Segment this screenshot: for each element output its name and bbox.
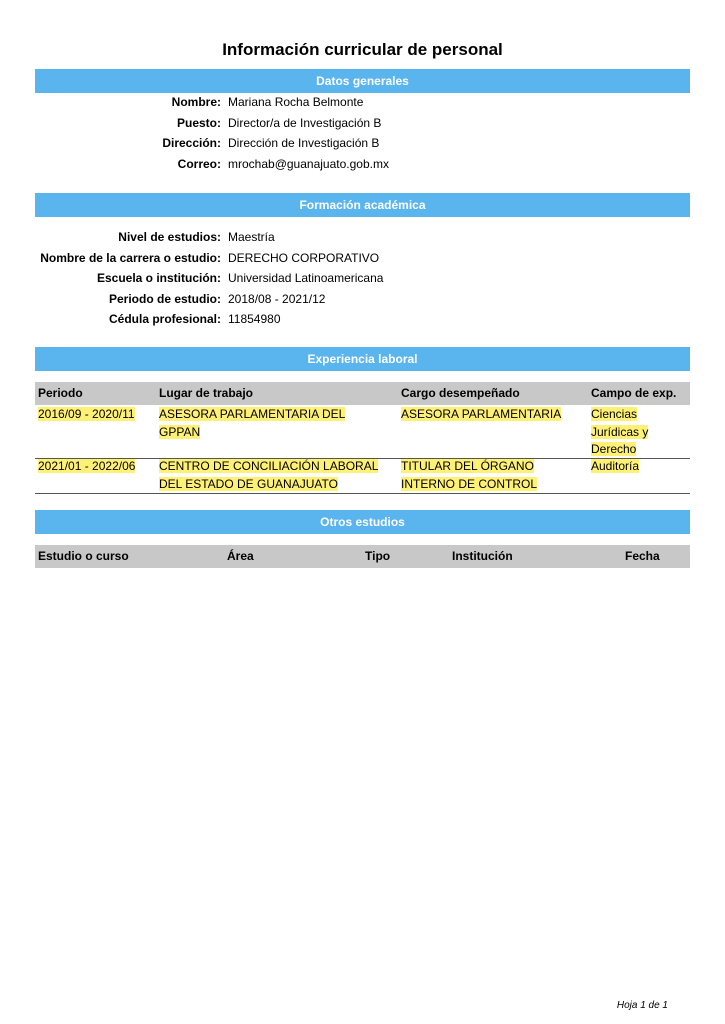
- field-carrera: [0, 248, 725, 269]
- section-general-header: Datos generales: [35, 69, 690, 93]
- field-label: Nivel de estudios:: [118, 230, 221, 244]
- field-label: Nombre:: [171, 95, 221, 109]
- field-nombre: [0, 92, 725, 113]
- field-label: Puesto:: [176, 115, 221, 130]
- field-label: Dirección:: [162, 136, 221, 150]
- cell-lugar: [159, 406, 387, 441]
- experience-table-header: [35, 382, 690, 405]
- column-header: Cargo desempeñado: [401, 386, 520, 400]
- field-puesto: [0, 113, 725, 134]
- cell-cargo: [401, 458, 581, 493]
- field-cedula: [0, 309, 725, 330]
- cell-text: ASESORA PARLAMENTARIA: [401, 407, 562, 421]
- section-experience-header: Experiencia laboral: [35, 347, 690, 371]
- column-header: Institución: [452, 549, 513, 563]
- field-nivel: [0, 227, 725, 248]
- field-value: 11854980: [228, 312, 281, 326]
- row-divider: [35, 493, 690, 494]
- field-value: Director/a de Investigación B: [228, 115, 382, 130]
- column-header: Estudio o curso: [38, 549, 129, 563]
- general-info: [0, 92, 725, 174]
- field-direccion: [0, 133, 725, 154]
- other-table-header: [35, 545, 690, 568]
- column-header: Campo de exp.: [591, 386, 677, 400]
- field-value: Dirección de Investigación B: [228, 136, 380, 150]
- field-escuela: [0, 268, 725, 289]
- field-value: DERECHO CORPORATIVO: [228, 250, 380, 265]
- field-label: Correo:: [177, 156, 221, 171]
- field-value: mrochab@guanajuato.gob.mx: [228, 156, 389, 171]
- cell-lugar: [159, 458, 387, 493]
- cell-periodo: [38, 406, 153, 424]
- cell-text: Ciencias Jurídicas y Derecho: [591, 407, 649, 456]
- field-label: Escuela o institución:: [96, 271, 221, 285]
- field-periodo: [0, 289, 725, 310]
- cell-cargo: [401, 406, 581, 424]
- cell-periodo: [38, 458, 153, 476]
- academic-info: [0, 227, 725, 330]
- cell-text: ASESORA PARLAMENTARIA DEL GPPAN: [159, 407, 346, 439]
- field-value: Mariana Rocha Belmonte: [228, 95, 364, 109]
- section-academic-header: Formación académica: [35, 193, 690, 217]
- field-label: Cédula profesional:: [108, 312, 221, 326]
- cell-text: 2021/01 - 2022/06: [38, 459, 136, 473]
- page-footer: Hoja 1 de 1: [616, 1000, 668, 1011]
- page-title: Información curricular de personal: [222, 40, 503, 59]
- field-value: Universidad Latinoamericana: [228, 271, 384, 285]
- field-label: Periodo de estudio:: [108, 291, 221, 306]
- column-header: Tipo: [365, 549, 391, 563]
- column-header: Lugar de trabajo: [159, 386, 254, 400]
- cell-text: 2016/09 - 2020/11: [38, 407, 135, 421]
- cell-text: TITULAR DEL ÓRGANO INTERNO DE CONTROL: [401, 459, 538, 491]
- cell-campo: [591, 406, 657, 459]
- table-row: [35, 458, 690, 492]
- column-header: Fecha: [625, 549, 660, 563]
- field-correo: [0, 154, 725, 175]
- table-row: [35, 406, 690, 457]
- cell-text: CENTRO DE CONCILIACIÓN LABORAL DEL ESTADO DE GUANAJUATO: [159, 459, 379, 491]
- column-header: Periodo: [38, 386, 83, 400]
- column-header: Área: [227, 549, 254, 563]
- field-label: Nombre de la carrera o estudio:: [40, 250, 221, 265]
- cell-text: Auditoría: [591, 459, 640, 473]
- cell-campo: [591, 458, 657, 476]
- field-value: 2018/08 - 2021/12: [228, 291, 326, 306]
- section-other-header: Otros estudios: [35, 510, 690, 534]
- field-value: Maestría: [228, 230, 275, 244]
